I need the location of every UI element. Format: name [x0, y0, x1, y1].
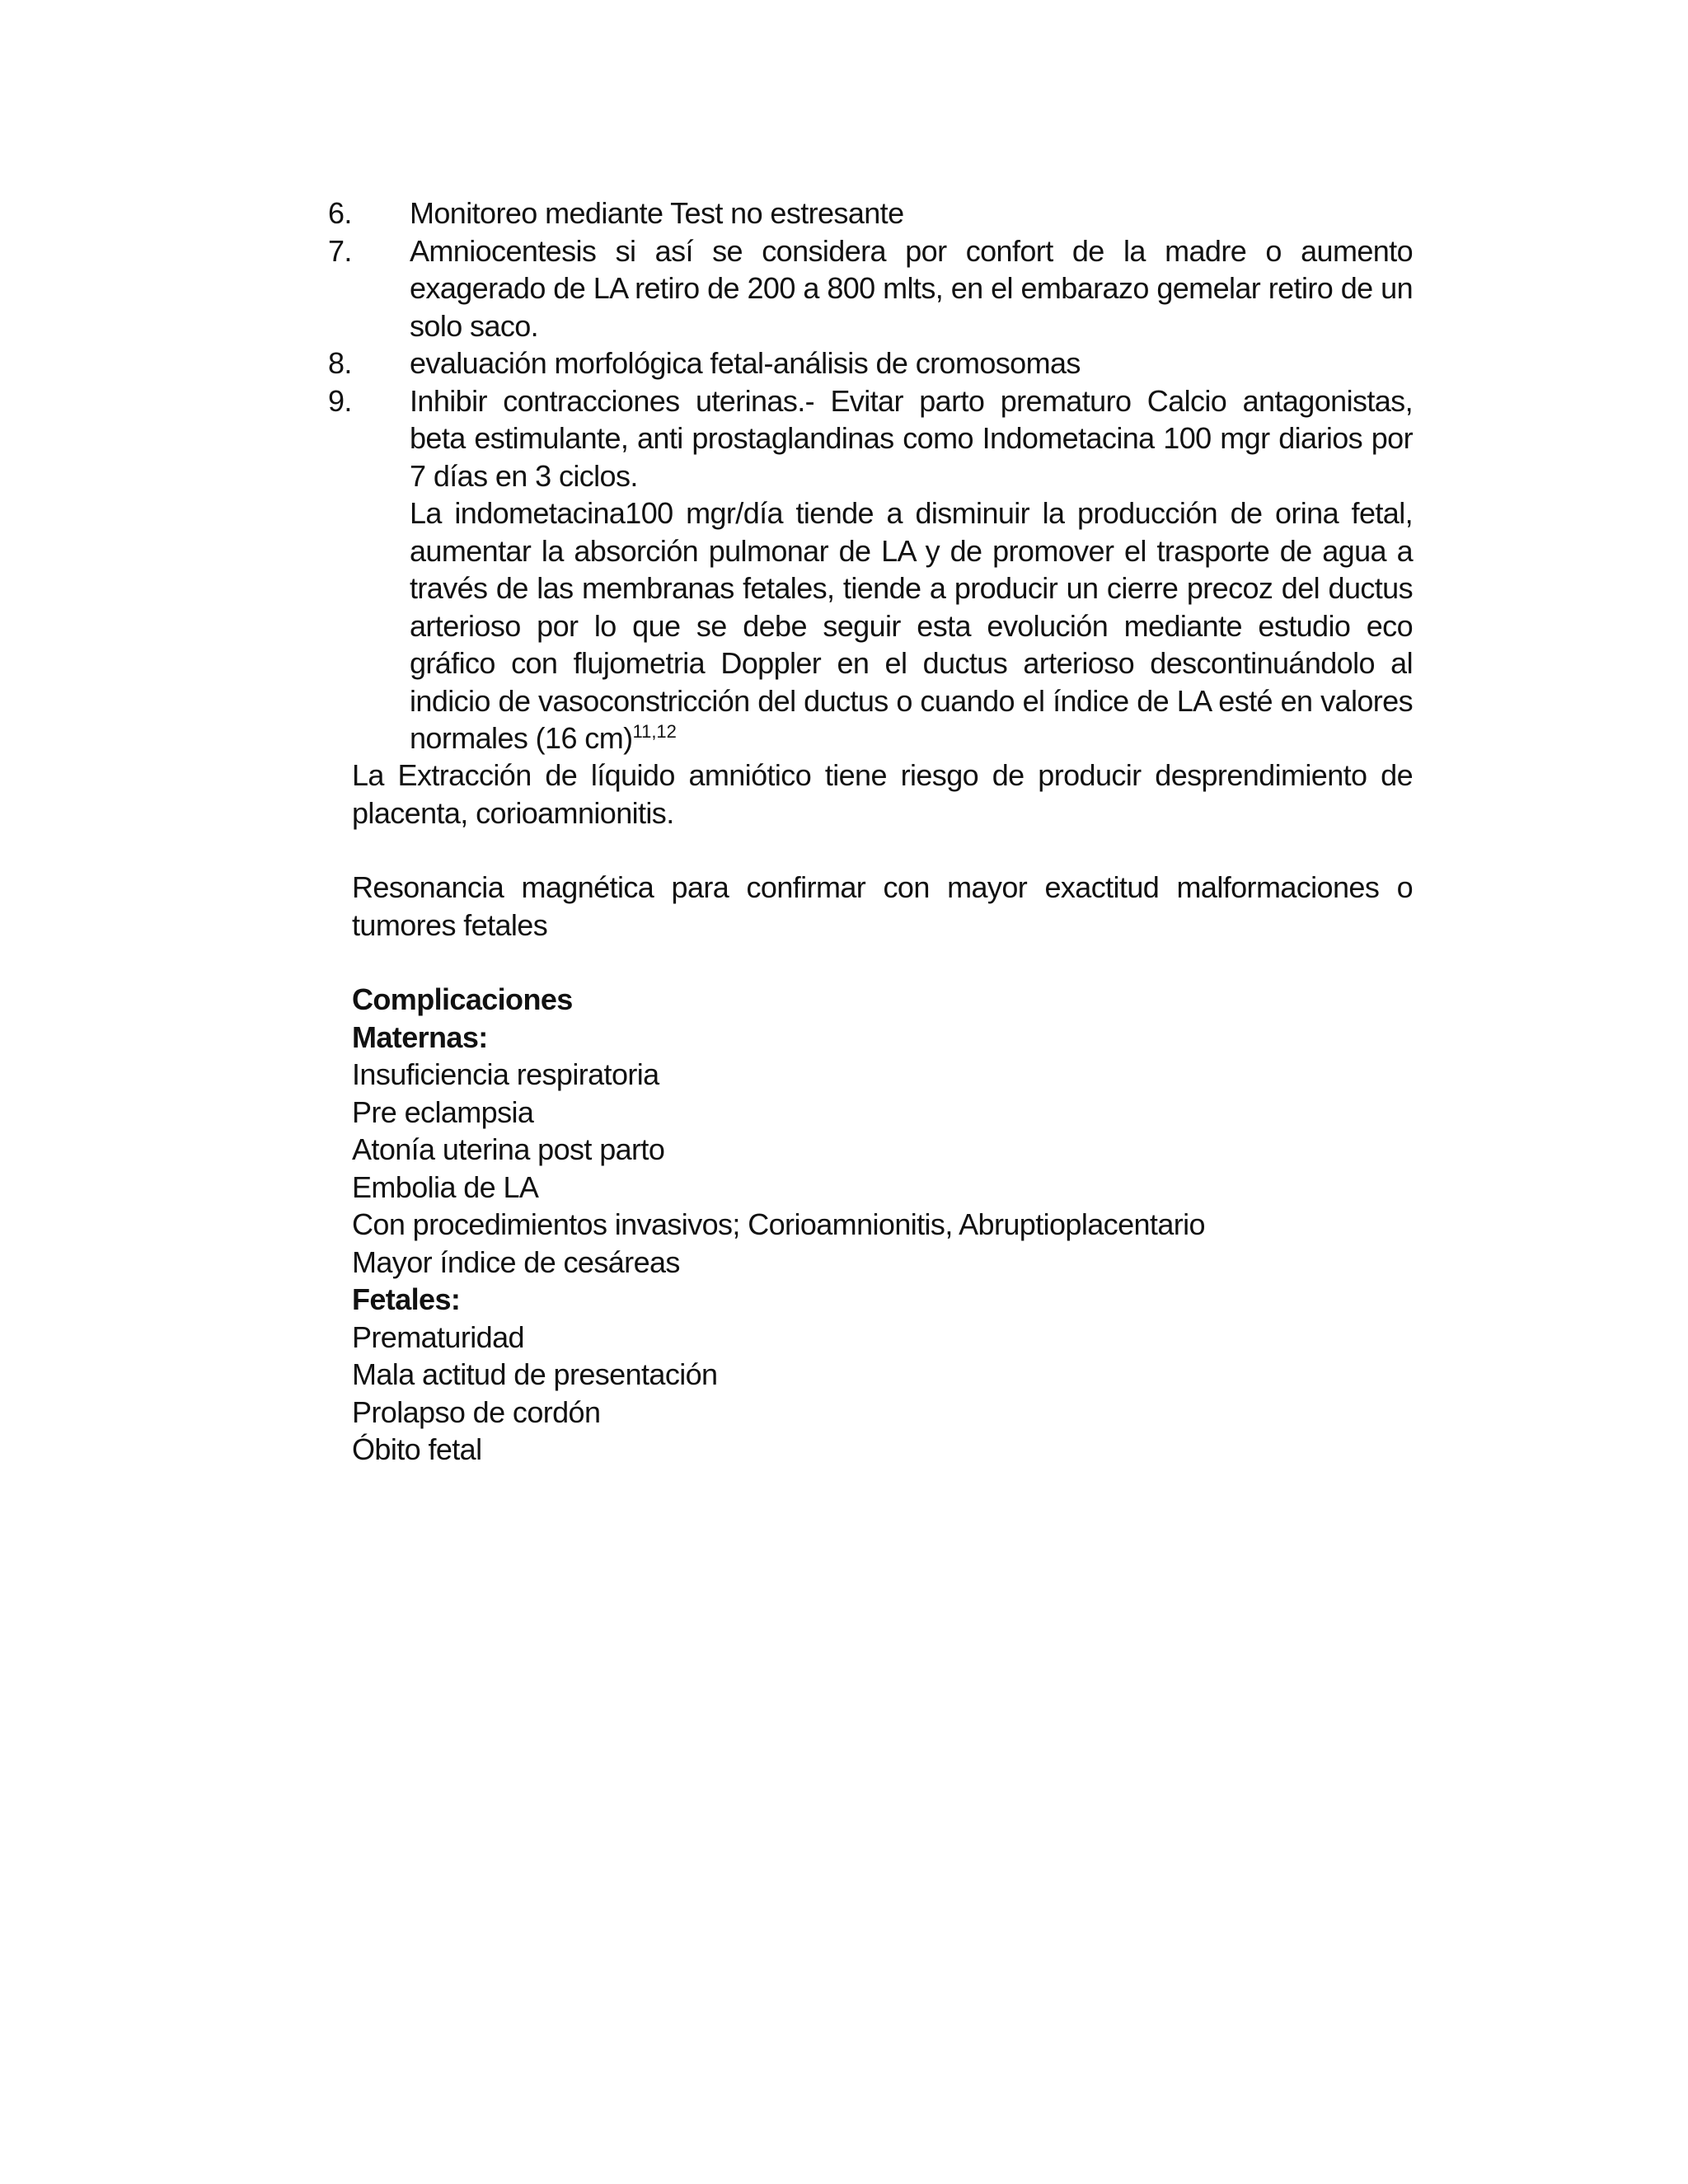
maternal-item: Atonía uterina post parto: [352, 1132, 665, 1166]
list-item-number: 7.: [328, 233, 352, 268]
maternal-item: Insuficiencia respiratoria: [352, 1057, 659, 1091]
maternal-item: Pre eclampsia: [352, 1094, 534, 1129]
list-item: [328, 232, 1413, 345]
fetal-heading: Fetales:: [352, 1282, 461, 1316]
continuation-text: La indometacina100 mgr/día tiende a disminuir la producción de orina fetal, aumentar la absorción pulmonar de LA y de promover el trasporte de agua a través de las membranas fetales, tiende a producir un cierre precoz del ductus arterioso por lo que se debe seguir esta evolución mediante estudio eco gráfico con flujometria Doppler en el ductus arterioso descontinuándolo al indicio de vasoconstricción del ductus o cuando el índice de LA esté en valores normales (16 cm): [410, 496, 1413, 755]
fetal-item: Prematuridad: [352, 1319, 524, 1354]
list-item: [328, 382, 1413, 757]
list-item-number: 8.: [328, 346, 352, 380]
fetal-item: Mala actitud de presentación: [352, 1357, 718, 1391]
paragraph-resonance: Resonancia magnética para confirmar con mayor exactitud malformaciones o tumores fetales: [352, 870, 1413, 942]
list-item-number: 9.: [328, 383, 352, 418]
numbered-list: [328, 194, 1413, 757]
list-item-number: 6.: [328, 196, 352, 230]
complications-heading: Complicaciones: [352, 982, 573, 1016]
fetal-item: Prolapso de cordón: [352, 1394, 601, 1429]
complications-section: [352, 981, 1413, 1469]
reference-superscript: 11,12: [632, 721, 677, 742]
maternal-heading: Maternas:: [352, 1019, 488, 1054]
list-item-text: Inhibir contracciones uterinas.- Evitar parto prematuro Calcio antagonistas, beta estimulante, anti prostaglandinas como Indometacina 100 mgr diarios por 7 días en 3 ciclos.: [410, 383, 1413, 493]
list-item: [328, 344, 1413, 382]
list-item-continuation: [410, 494, 1413, 757]
list-item-text: Monitoreo mediante Test no estresante: [410, 196, 904, 230]
list-item: [328, 194, 1413, 232]
maternal-item: Embolia de LA: [352, 1169, 539, 1204]
paragraph-extraction: La Extracción de líquido amniótico tiene riesgo de producir desprendimiento de placenta, corioamnionitis.: [352, 758, 1413, 830]
list-item-text: Amniocentesis si así se considera por confort de la madre o aumento exagerado de LA retiro de 200 a 800 mlts, en el embarazo gemelar retiro de un solo saco.: [410, 233, 1413, 343]
list-item-text: evaluación morfológica fetal-análisis de cromosomas: [410, 346, 1081, 380]
maternal-item: Mayor índice de cesáreas: [352, 1244, 680, 1279]
maternal-item: Con procedimientos invasivos; Corioamnionitis, Abruptioplacentario: [352, 1207, 1205, 1241]
fetal-item: Óbito fetal: [352, 1432, 482, 1466]
